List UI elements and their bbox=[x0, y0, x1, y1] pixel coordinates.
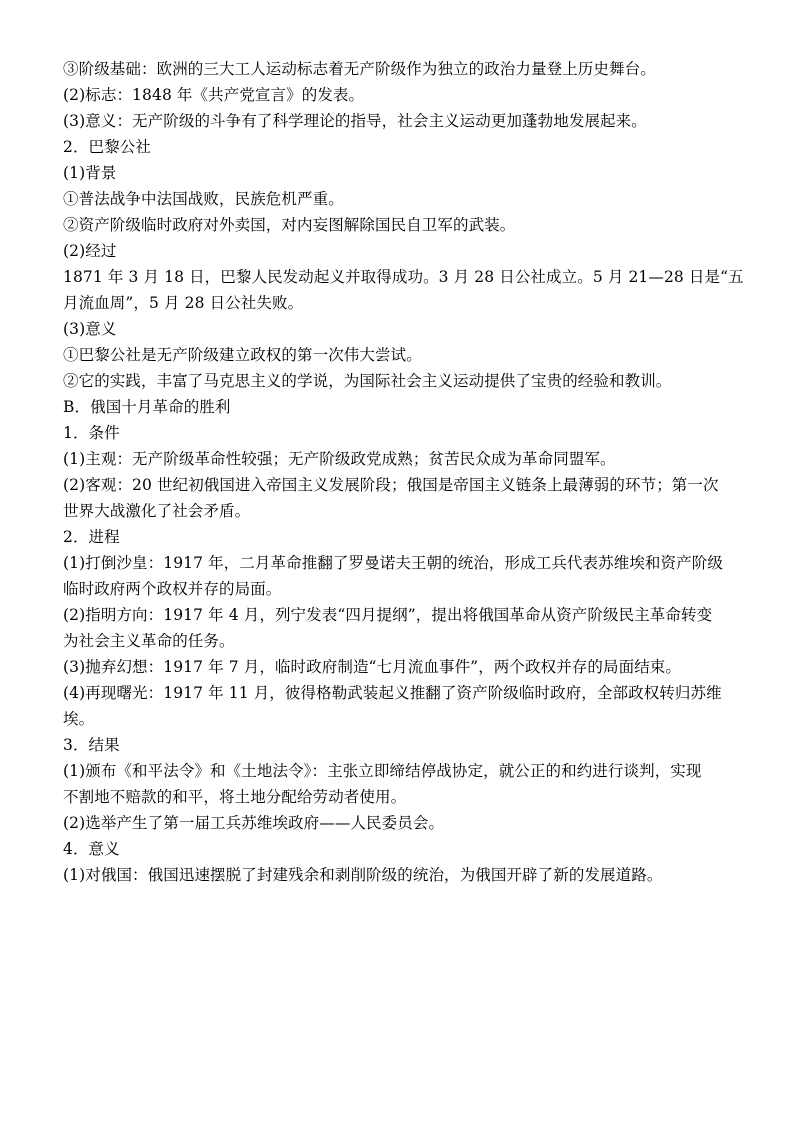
section-heading: 1．条件 bbox=[63, 424, 120, 442]
text-line: (1)主观：无产阶级革命性较强；无产阶级政党成熟；贫苦民众成为革命同盟军。 bbox=[63, 450, 616, 468]
text-line: (1)打倒沙皇：1917 年，二月革命推翻了罗曼诺夫王朝的统治，形成工兵代表苏维埃和资产阶级 bbox=[63, 554, 723, 572]
subheading: (3)意义 bbox=[63, 320, 117, 338]
text-line: 为社会主义革命的任务。 bbox=[63, 632, 235, 650]
text-line: 世界大战激化了社会矛盾。 bbox=[63, 502, 251, 520]
section-heading: 2．进程 bbox=[63, 528, 120, 546]
text-line: 1871 年 3 月 18 日，巴黎人民发动起义并取得成功。3 月 28 日公社成立。5 月 21—28 日是“五 bbox=[63, 268, 744, 286]
text-line: (2)客观：20 世纪初俄国进入帝国主义发展阶段；俄国是帝国主义链条上最薄弱的环节；第一次 bbox=[63, 476, 719, 494]
text-line: (4)再现曙光：1917 年 11 月，彼得格勒武装起义推翻了资产阶级临时政府，全部政权转归苏维 bbox=[63, 684, 722, 702]
subheading: (2)经过 bbox=[63, 242, 117, 260]
section-heading: B．俄国十月革命的胜利 bbox=[63, 398, 231, 416]
text-line: (2)标志：1848 年《共产党宣言》的发表。 bbox=[63, 86, 365, 104]
text-line: (3)抛弃幻想：1917 年 7 月，临时政府制造“七月流血事件”，两个政权并存的局面结束。 bbox=[63, 658, 681, 676]
text-line: (2)指明方向：1917 年 4 月，列宁发表“四月提纲”，提出将俄国革命从资产阶级民主革命转变 bbox=[63, 606, 713, 624]
text-line: 临时政府两个政权并存的局面。 bbox=[63, 580, 282, 598]
text-line: 不割地不赔款的和平，将土地分配给劳动者使用。 bbox=[63, 788, 407, 806]
text-line: ②它的实践，丰富了马克思主义的学说，为国际社会主义运动提供了宝贵的经验和教训。 bbox=[63, 372, 672, 390]
text-line: (1)颁布《和平法令》和《土地法令》：主张立即缔结停战协定，就公正的和约进行谈判，实现 bbox=[63, 762, 702, 780]
text-line: (3)意义：无产阶级的斗争有了科学理论的指导，社会主义运动更加蓬勃地发展起来。 bbox=[63, 112, 647, 130]
section-heading: 2．巴黎公社 bbox=[63, 138, 151, 156]
text-line: 月流血周”，5 月 28 日公社失败。 bbox=[63, 294, 304, 312]
text-line: ②资产阶级临时政府对外卖国，对内妄图解除国民自卫军的武装。 bbox=[63, 216, 516, 234]
text-line: ①普法战争中法国战败，民族危机严重。 bbox=[63, 190, 344, 208]
text-line: (2)选举产生了第一届工兵苏维埃政府——人民委员会。 bbox=[63, 814, 445, 832]
section-heading: 4．意义 bbox=[63, 840, 120, 858]
text-line: ①巴黎公社是无产阶级建立政权的第一次伟大尝试。 bbox=[63, 346, 422, 364]
subheading: (1)背景 bbox=[63, 164, 117, 182]
text-line: 埃。 bbox=[63, 710, 95, 728]
text-line: ③阶级基础：欧洲的三大工人运动标志着无产阶级作为独立的政治力量登上历史舞台。 bbox=[63, 60, 656, 78]
text-line: (1)对俄国：俄国迅速摆脱了封建残余和剥削阶级的统治，为俄国开辟了新的发展道路。 bbox=[63, 866, 663, 884]
document-page bbox=[63, 56, 744, 888]
section-heading: 3．结果 bbox=[63, 736, 120, 754]
